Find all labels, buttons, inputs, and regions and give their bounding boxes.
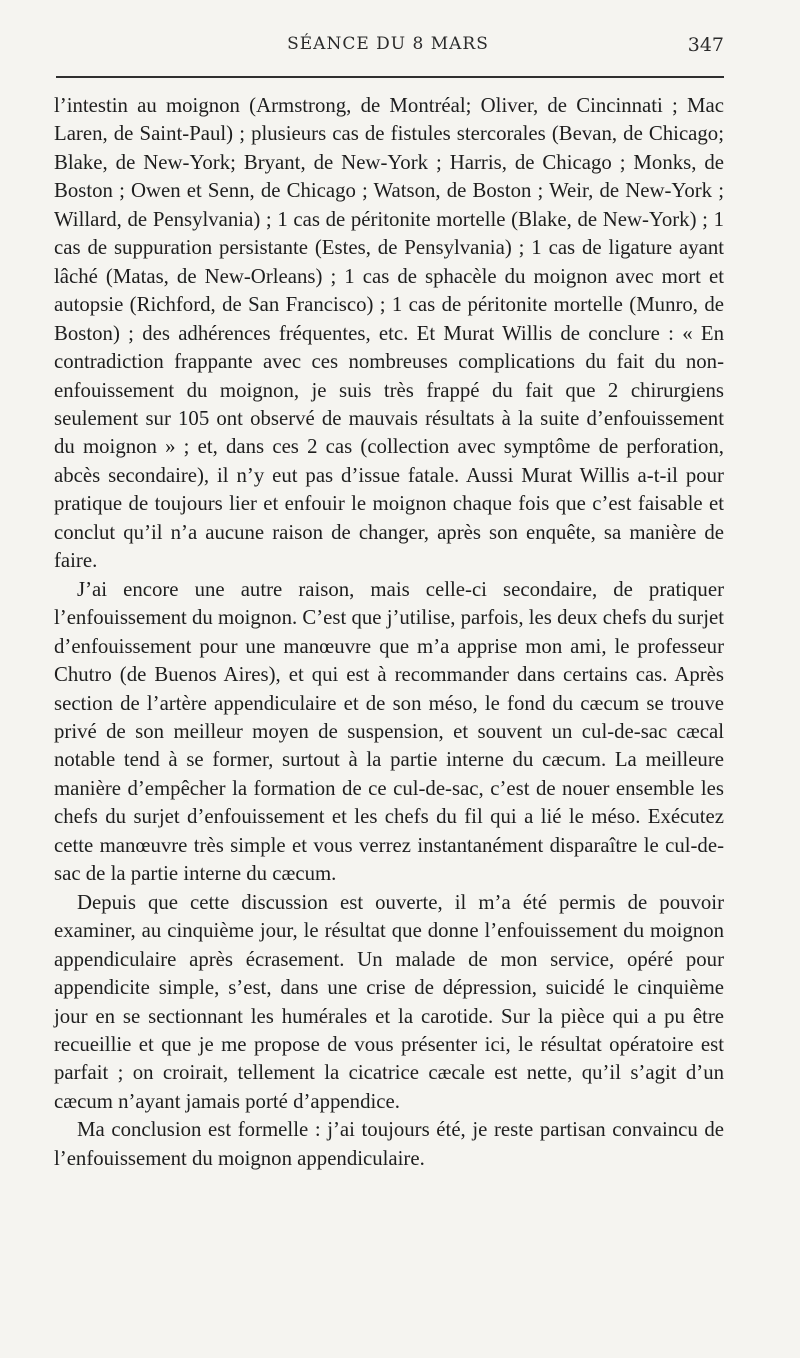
paragraph-conclusion: Ma conclusion est formelle : j’ai toujours été, je reste partisan convaincu de l’enfouissement du moignon appendiculaire. — [54, 1118, 724, 1170]
paragraph-continuation: l’intestin au moignon (Armstrong, de Montréal; Oliver, de Cincinnati ; Mac Laren, de Saint-Paul) ; plusieurs cas de fistules stercorales (Bevan, de Chicago; Blake, de New-York; Bryant, de New-York ; Harris, de Chicago ; Monks, de Boston ; Owen et Senn, de Chicago ; Watson, de Boston ; Weir, de New-York ; Willard, de Pensylvania) ; 1 cas de péritonite mortelle (Blake, de New-York) ; 1 cas de suppuration persistante (Estes, de Pensylvania) ; 1 cas de ligature ayant lâché (Matas, de New-Orleans) ; 1 cas de sphacèle du moignon avec mort et autopsie (Richford, de San Francisco) ; 1 cas de péritonite mortelle (Munro, de Boston) ; des adhérences fréquentes, etc. Et Murat Willis de conclure : « En contradiction frappante avec ces nombreuses complications du fait du non-enfouissement du moignon, je suis très frappé du fait que 2 chirurgiens seulement sur 105 ont observé de mauvais résultats à la suite d’enfouissement du moignon » ; et, dans ces 2 cas (collection avec symptôme de perforation, abcès secondaire), il n’y eut pas d’issue fatale. Aussi Murat Willis a-t-il pour pratique de toujours lier et enfouir le moignon chaque fois que c’est faisable et conclut qu’il n’a aucune raison de changer, après son enquête, sa manière de faire. — [54, 94, 724, 573]
running-header — [52, 34, 724, 62]
paragraph-second-reason: J’ai encore une autre raison, mais celle-ci secondaire, de pratiquer l’enfouissement du moignon. C’est que j’utilise, parfois, les deux chefs du surjet d’enfouissement pour une manœuvre que m’a apprise mon ami, le professeur Chutro (de Buenos Aires), et qui est à recommander dans certains cas. Après section de l’artère appendiculaire et de son méso, le fond du cæcum se trouve privé de son meilleur moyen de suspension, et souvent un cul-de-sac cæcal notable tend à se former, surtout à la partie interne du cæcum. La meilleure manière d’empêcher la formation de ce cul-de-sac, c’est de nouer ensemble les chefs du surjet d’enfouissement et les chefs du fil qui a lié le méso. Exécutez cette manœuvre très simple et vous verrez instantanément disparaître le cul-de-sac de la partie interne du cæcum. — [54, 577, 724, 886]
page-number: 347 — [687, 34, 724, 56]
header-rule — [56, 76, 724, 78]
body-text — [54, 92, 724, 1173]
paragraph-case-observation: Depuis que cette discussion est ouverte, il m’a été permis de pouvoir examiner, au cinquième jour, le résultat que donne l’enfouissement du moignon appendiculaire après écrasement. Un malade de mon service, opéré pour appendicite simple, s’est, dans une crise de dépression, suicidé le cinquième jour en se sectionnant les humérales et la carotide. Sur la pièce qui a pu être recueillie et que je me propose de vous présenter ici, le résultat opératoire est parfait ; on croirait, tellement la cicatrice cæcale est nette, qu’il s’agit d’un cæcum n’ayant jamais porté d’appendice. — [54, 890, 724, 1113]
running-title: SÉANCE DU 8 MARS — [287, 34, 489, 54]
